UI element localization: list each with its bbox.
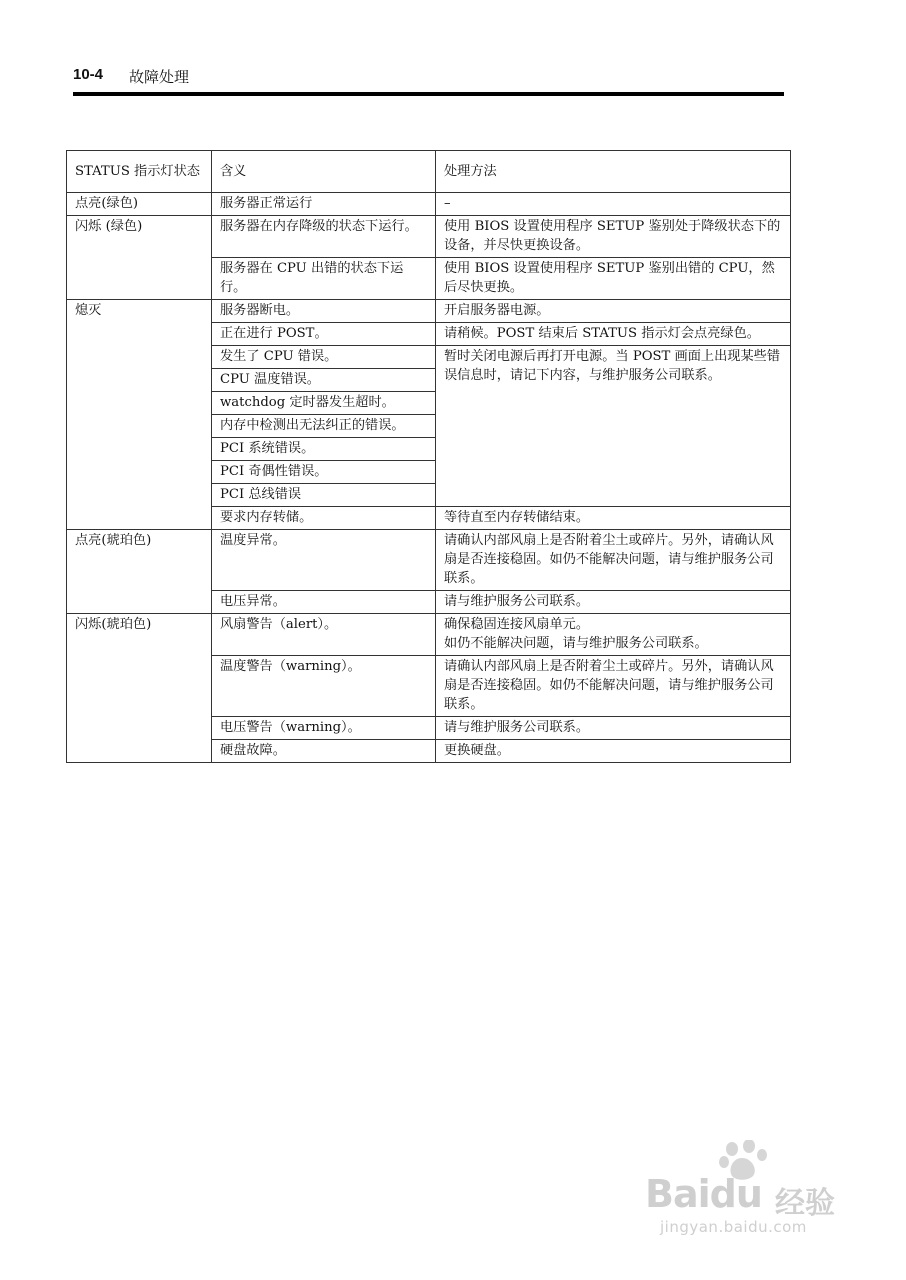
state-cell: 熄灭 [67, 300, 212, 530]
action-cell: 请确认内部风扇上是否附着尘土或碎片。另外，请确认风扇是否连接稳固。如仍不能解决问题，请与维护服务公司联系。 [436, 530, 791, 591]
action-cell: 请稍候。POST 结束后 STATUS 指示灯会点亮绿色。 [436, 323, 791, 346]
header-cell-action: 处理方法 [436, 151, 791, 193]
action-cell: 使用 BIOS 设置使用程序 SETUP 鉴别出错的 CPU，然后尽快更换。 [436, 258, 791, 300]
meaning-cell: 发生了 CPU 错误。 [212, 346, 436, 369]
action-cell: 等待直至内存转储结束。 [436, 507, 791, 530]
page-header [73, 64, 784, 98]
action-cell: 更换硬盘。 [436, 740, 791, 763]
watermark-url: jingyan.baidu.com [660, 1218, 807, 1236]
action-cell: 请与维护服务公司联系。 [436, 591, 791, 614]
action-line: 如仍不能解决问题，请与维护服务公司联系。 [444, 636, 708, 651]
status-led-table [66, 150, 791, 763]
watermark-cn-text: 经验 [775, 1186, 835, 1221]
watermark-brand: Baidu [645, 1172, 762, 1216]
meaning-cell: PCI 总线错误 [212, 484, 436, 507]
action-cell: 使用 BIOS 设置使用程序 SETUP 鉴别处于降级状态下的设备，并尽快更换设备。 [436, 216, 791, 258]
section-title: 故障处理 [129, 68, 190, 86]
meaning-cell: PCI 系统错误。 [212, 438, 436, 461]
table-row [67, 216, 791, 258]
action-cell [436, 614, 791, 656]
table-row [67, 300, 791, 323]
state-cell: 点亮(琥珀色) [67, 530, 212, 614]
meaning-cell: 温度异常。 [212, 530, 436, 591]
meaning-cell: 要求内存转储。 [212, 507, 436, 530]
meaning-cell: PCI 奇偶性错误。 [212, 461, 436, 484]
meaning-cell: 服务器断电。 [212, 300, 436, 323]
table-row [67, 614, 791, 656]
page-number: 10-4 [73, 66, 104, 83]
state-cell: 闪烁(琥珀色) [67, 614, 212, 763]
action-cell: 请确认内部风扇上是否附着尘土或碎片。另外，请确认风扇是否连接稳固。如仍不能解决问题，请与维护服务公司联系。 [436, 656, 791, 717]
table-header-row [67, 151, 791, 193]
action-cell: – [436, 193, 791, 216]
header-cell-state: STATUS 指示灯状态 [67, 151, 212, 193]
meaning-cell: CPU 温度错误。 [212, 369, 436, 392]
meaning-cell: 硬盘故障。 [212, 740, 436, 763]
state-cell: 闪烁 (绿色) [67, 216, 212, 300]
meaning-cell: 正在进行 POST。 [212, 323, 436, 346]
table-row [67, 530, 791, 591]
meaning-cell: 温度警告（warning）。 [212, 656, 436, 717]
meaning-cell: watchdog 定时器发生超时。 [212, 392, 436, 415]
action-cell: 请与维护服务公司联系。 [436, 717, 791, 740]
action-cell: 开启服务器电源。 [436, 300, 791, 323]
meaning-cell: 服务器在 CPU 出错的状态下运行。 [212, 258, 436, 300]
action-line: 确保稳固连接风扇单元。 [444, 617, 590, 632]
meaning-cell: 电压异常。 [212, 591, 436, 614]
header-cell-meaning: 含义 [212, 151, 436, 193]
state-cell: 点亮(绿色) [67, 193, 212, 216]
meaning-cell: 服务器在内存降级的状态下运行。 [212, 216, 436, 258]
action-cell: 暂时关闭电源后再打开电源。当 POST 画面上出现某些错误信息时，请记下内容，与维护服务公司联系。 [436, 346, 791, 507]
meaning-cell: 风扇警告（alert）。 [212, 614, 436, 656]
table-row [67, 193, 791, 216]
meaning-cell: 内存中检测出无法纠正的错误。 [212, 415, 436, 438]
meaning-cell: 服务器正常运行 [212, 193, 436, 216]
meaning-cell: 电压警告（warning）。 [212, 717, 436, 740]
header-rule [73, 92, 784, 96]
baidu-watermark [640, 1140, 880, 1240]
